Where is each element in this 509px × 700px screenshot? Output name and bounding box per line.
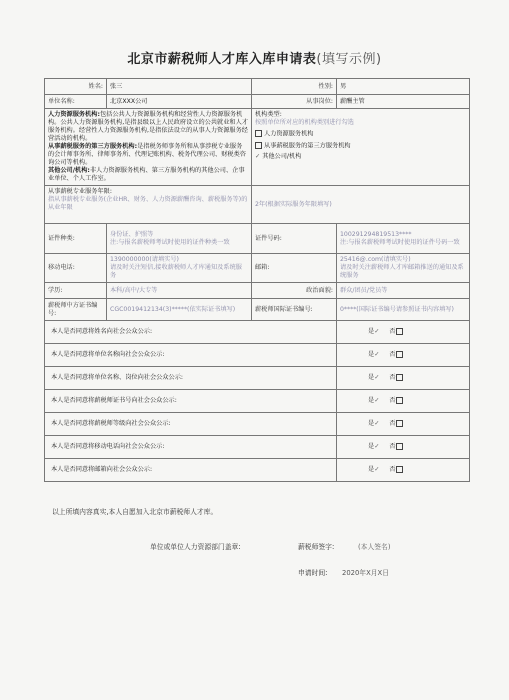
checkbox-icon[interactable] — [255, 142, 262, 149]
date-label: 申请时间: — [298, 569, 328, 577]
phone-hint: 请及时关注短信,接收薪税师人才库通知及系统服务 — [110, 264, 242, 279]
consent-choice[interactable]: 是✓ 否 — [337, 390, 470, 413]
checkmark-icon[interactable]: ✓ — [255, 153, 261, 160]
email-label: 邮箱: — [252, 254, 337, 283]
gender-value[interactable]: 男 — [337, 79, 470, 95]
consent-row — [45, 459, 470, 482]
org-desc-third-party: 从事薪税服务的第三方服务机构:是指税务师事务所和从事涉税专业服务的会计师事务所、律师事务所、代理记账机构、税务代理公司、财税类咨询公司等机构。 — [48, 143, 246, 166]
position-value[interactable]: 薪酬主管 — [337, 95, 470, 109]
phone-cell[interactable] — [107, 254, 252, 283]
edu-value[interactable]: 本科/高中/大专等 — [107, 283, 252, 299]
edu-label: 学历: — [45, 283, 107, 299]
checkbox-icon[interactable] — [396, 443, 403, 450]
consent-row — [45, 367, 470, 390]
political-value[interactable]: 群众/团员/党员等 — [337, 283, 470, 299]
unit-seal-label: 单位或单位人力资源部门盖章: — [150, 543, 241, 551]
cert-no-hint: (依实际证书填写) — [187, 305, 236, 313]
checkmark-icon[interactable]: ✓ — [374, 420, 380, 428]
checkbox-icon[interactable] — [396, 328, 403, 335]
org-desc-hr: 人力资源服务机构:包括公共人力资源服务机构和经营性人力资源服务机构。公共人力资源服务机构,是指县级以上人民政府设立的公共就业和人才服务机构。经营性人力资源服务机构,是指依法设立的从事人力资源服务经营活动的机构。 — [48, 111, 248, 142]
signature-label: 薪税师签字: — [298, 543, 335, 551]
cert-no-value: CGC0019412134(3)***** — [110, 305, 188, 313]
signature-field[interactable]: (本人签名) — [358, 543, 391, 551]
consent-row — [45, 344, 470, 367]
id-type-hint: 注:与报名薪税师考试时使用的证件种类一致 — [110, 238, 230, 246]
checkbox-icon[interactable] — [396, 466, 403, 473]
id-type-value: 身份证、护照等 — [110, 230, 154, 238]
consent-row — [45, 436, 470, 459]
checkbox-icon[interactable] — [396, 351, 403, 358]
consent-question: 本人是否同意将薪税师证书号向社会公众公示: — [45, 390, 337, 413]
declaration-text: 以上所填内容真实,本人自愿加入北京市薪税师人才库。 — [52, 508, 218, 516]
employer-label: 单位名称: — [45, 95, 107, 109]
years-hint: 指从事薪税专业服务(企业HR、财务、人力资源薪酬咨询、薪税服务等)的从业年限 — [48, 196, 248, 211]
consent-question: 本人是否同意将移动电话向社会公众公示: — [45, 436, 337, 459]
gender-label: 性别: — [252, 79, 337, 95]
consent-question: 本人是否同意将邮箱向社会公众公示: — [45, 459, 337, 482]
checkbox-icon[interactable] — [255, 130, 262, 137]
org-type-label: 机构类型: — [255, 111, 282, 118]
consent-row — [45, 413, 470, 436]
phone-value: 1390000000(请填实号) — [110, 256, 179, 263]
application-table — [44, 78, 470, 482]
consent-row — [45, 321, 470, 344]
consent-choice[interactable]: 是✓ 否 — [337, 321, 470, 344]
consent-choice[interactable]: 是✓ 否 — [337, 459, 470, 482]
cert-no-label: 薪税师中方证书编号: — [45, 299, 107, 321]
form-title — [0, 48, 509, 67]
checkbox-icon[interactable] — [396, 420, 403, 427]
title-suffix: (填写示例) — [316, 52, 382, 67]
org-type-option-hr[interactable]: 人力资源服务机构 — [255, 130, 466, 139]
consent-row — [45, 390, 470, 413]
org-description — [45, 109, 252, 186]
id-no-label: 证件号码: — [252, 224, 337, 254]
consent-question: 本人是否同意将单位名称、岗位向社会公众公示: — [45, 367, 337, 390]
years-label: 从事薪税专业服务年限: — [48, 188, 112, 195]
consent-choice[interactable]: 是✓ 否 — [337, 413, 470, 436]
consent-question: 本人是否同意将单位名称向社会公众公示: — [45, 344, 337, 367]
checkmark-icon[interactable]: ✓ — [374, 351, 380, 359]
employer-value[interactable]: 北京XXX公司 — [107, 95, 252, 109]
org-type-option-third-party[interactable]: 从事薪税服务的第三方服务机构 — [255, 142, 466, 151]
email-hint: 请及时关注薪税师人才库邮箱推送的通知及系统服务 — [340, 264, 464, 279]
email-value: 25416@.com(请填实号) — [340, 256, 411, 263]
org-type-option-other[interactable]: ✓ 其他公司/机构 — [255, 153, 302, 160]
years-value[interactable]: 2年(根据实际服务年限填写) — [252, 186, 470, 224]
checkbox-icon[interactable] — [396, 397, 403, 404]
consent-question: 本人是否同意将姓名向社会公众公示: — [45, 321, 337, 344]
intl-cert-value[interactable]: 0****(国际证书编号请参照证书内容填写) — [337, 299, 470, 321]
consent-choice[interactable]: 是✓ 否 — [337, 344, 470, 367]
date-value[interactable]: 2020年X月X日 — [342, 569, 390, 577]
checkbox-icon[interactable] — [396, 374, 403, 381]
checkmark-icon[interactable]: ✓ — [374, 397, 380, 405]
consent-question: 本人是否同意将薪税师等级向社会公众公示: — [45, 413, 337, 436]
name-label: 姓名: — [45, 79, 107, 95]
id-no-value: 100291294819513**** — [340, 230, 412, 238]
checkmark-icon[interactable]: ✓ — [374, 328, 380, 336]
id-no-hint: 注:与报名薪税师考试时使用的证件号码一致 — [340, 238, 460, 246]
checkmark-icon[interactable]: ✓ — [374, 374, 380, 382]
title-main: 北京市薪税师人才库入库申请表 — [127, 52, 317, 67]
name-value[interactable]: 张三 — [107, 79, 252, 95]
checkmark-icon[interactable]: ✓ — [374, 443, 380, 451]
political-label: 政治面貌: — [252, 283, 337, 299]
id-type-label: 证件种类: — [45, 224, 107, 254]
id-type-cell[interactable] — [107, 224, 252, 254]
consent-choice[interactable]: 是✓ 否 — [337, 367, 470, 390]
cert-no-cell[interactable] — [107, 299, 252, 321]
phone-label: 移动电话: — [45, 254, 107, 283]
position-label: 从事岗位: — [252, 95, 337, 109]
years-cell — [45, 186, 252, 224]
org-desc-other: 其他公司/机构:非人力资源服务机构、第三方服务机构的其他公司、企事业单位、个人工作室。 — [48, 167, 245, 182]
org-type-cell — [252, 109, 470, 186]
checkmark-icon[interactable]: ✓ — [374, 466, 380, 474]
email-cell[interactable] — [337, 254, 470, 283]
intl-cert-label: 薪税师国际证书编号: — [252, 299, 337, 321]
consent-choice[interactable]: 是✓ 否 — [337, 436, 470, 459]
id-no-cell[interactable] — [337, 224, 470, 254]
org-type-hint: 按照单位所对应的机构类别进行勾选 — [255, 119, 354, 126]
